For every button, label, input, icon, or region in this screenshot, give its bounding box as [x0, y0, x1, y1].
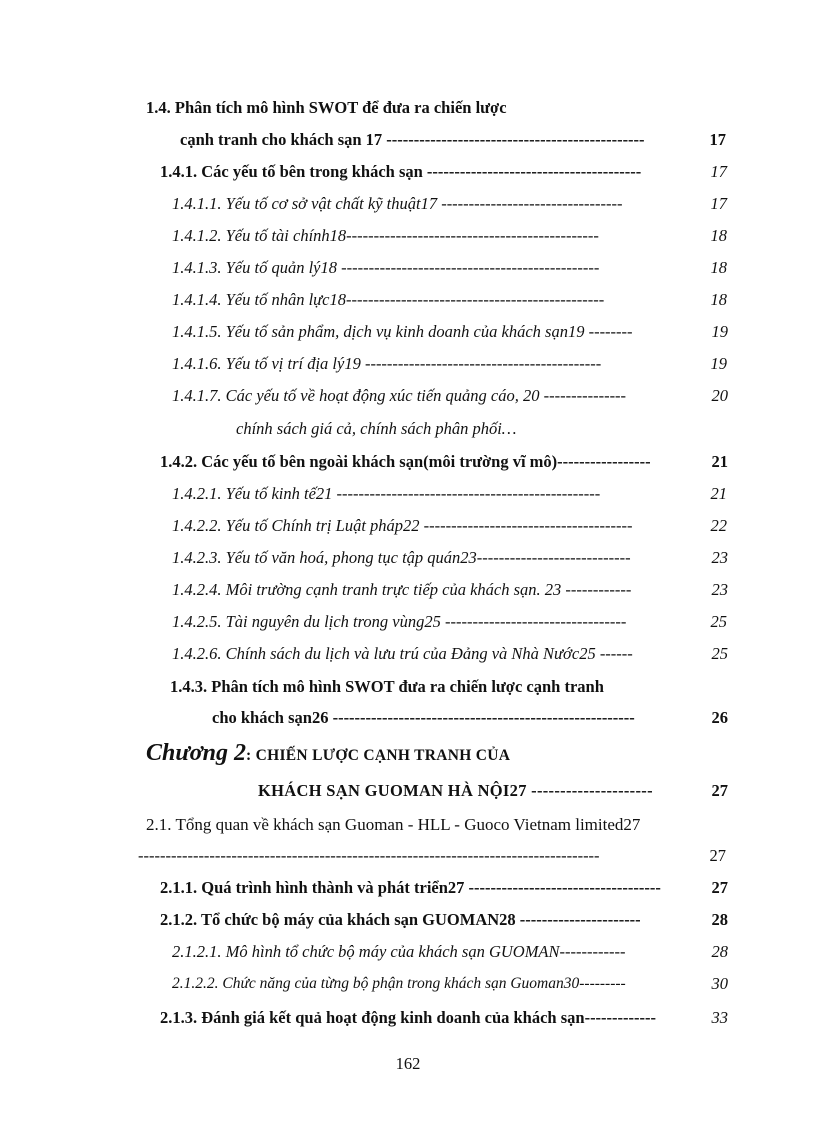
toc-entry-1-4-3-cont: cho khách sạn26 -------------------------------------------------------: [212, 708, 635, 727]
toc-entry: 1.4.1.6. Yếu tố vị trí địa lý19 -------------------------------------------: [172, 354, 602, 373]
toc-page: 22: [710, 516, 727, 535]
chapter-label: Chương 2: [146, 740, 246, 766]
toc-entry: 1.4.1.3. Yếu tố quản lý18 -----------------------------------------------: [172, 258, 600, 277]
toc-entry: 1.4.1.7. Các yếu tố về hoạt động xúc tiến quảng cáo, 20 ---------------: [172, 386, 627, 405]
toc-entry-1-4-3: 1.4.3. Phân tích mô hình SWOT đưa ra chiến lược cạnh tranh: [170, 677, 604, 696]
toc-page: 25: [710, 612, 727, 631]
toc-page: 30: [711, 974, 728, 993]
toc-page: 18: [710, 258, 727, 277]
toc-entry-cont: chính sách giá cả, chính sách phân phối…: [236, 419, 517, 438]
toc-entry: 1.4.1.2. Yếu tố tài chính18----------------------------------------------: [172, 226, 599, 245]
toc-entry: 1.4.1.4. Yếu tố nhân lực18-----------------------------------------------: [172, 290, 605, 309]
toc-entry: 1.4.1.5. Yếu tố sản phẩm, dịch vụ kinh doanh của khách sạn19 --------: [172, 322, 633, 341]
page-number: 162: [395, 1054, 421, 1073]
toc-page: 18: [710, 226, 727, 245]
toc-page: 27: [711, 878, 728, 897]
toc-page: 17: [709, 130, 726, 149]
toc-page: 27: [709, 846, 726, 865]
toc-entry-2-1-2: 2.1.2. Tổ chức bộ máy của khách sạn GUOMAN28 ----------------------: [160, 910, 641, 929]
toc-entry: 1.4.2.5. Tài nguyên du lịch trong vùng25 ---------------------------------: [172, 612, 627, 631]
toc-entry: 1.4.2.6. Chính sách du lịch và lưu trú của Đảng và Nhà Nước25 ------: [172, 644, 633, 663]
toc-page: 19: [711, 322, 728, 341]
chapter-title-cont: KHÁCH SẠN GUOMAN HÀ NỘI27 ---------------------: [258, 781, 653, 800]
toc-page: 23: [711, 548, 728, 567]
toc-entry: 2.1.2.1. Mô hình tổ chức bộ máy của khách sạn GUOMAN------------: [172, 942, 626, 961]
toc-entry-2-1-1: 2.1.1. Quá trình hình thành và phát triển27 -----------------------------------: [160, 878, 661, 897]
toc-page: 27: [711, 781, 728, 800]
toc-page: 17: [710, 162, 727, 181]
toc-entry-1-4-cont: cạnh tranh cho khách sạn 17 -----------------------------------------------: [180, 130, 645, 149]
toc-entry: 1.4.2.4. Môi trường cạnh tranh trực tiếp của khách sạn. 23 ------------: [172, 580, 632, 599]
toc-page: 19: [710, 354, 727, 373]
toc-entry-1-4-1: 1.4.1. Các yếu tố bên trong khách sạn ---------------------------------------: [160, 162, 642, 181]
toc-entry-2-1-3: 2.1.3. Đánh giá kết quả hoạt động kinh doanh của khách sạn-------------: [160, 1008, 656, 1027]
toc-page: 33: [711, 1008, 728, 1027]
toc-entry: 1.4.2.2. Yếu tố Chính trị Luật pháp22 --------------------------------------: [172, 516, 633, 535]
toc-entry: 1.4.2.3. Yếu tố văn hoá, phong tục tập quán23----------------------------: [172, 548, 631, 567]
toc-page: 28: [711, 942, 728, 961]
toc-entry: 1.4.1.1. Yếu tố cơ sở vật chất kỹ thuật17 ---------------------------------: [172, 194, 623, 213]
toc-entry-1-4: 1.4. Phân tích mô hình SWOT để đưa ra chiến lược: [146, 98, 507, 117]
toc-entry-2-1: 2.1. Tổng quan về khách sạn Guoman - HLL - Guoco Vietnam limited27: [146, 815, 641, 834]
toc-page: 20: [711, 386, 728, 405]
toc-entry-1-4-2: 1.4.2. Các yếu tố bên ngoài khách sạn(môi trường vĩ mô)-----------------: [160, 452, 651, 471]
chapter-heading: [146, 738, 510, 771]
toc-entry-2-1-cont: ------------------------------------------------------------------------------------: [138, 846, 600, 865]
toc-entry: 2.1.2.2. Chức năng của từng bộ phận trong khách sạn Guoman30---------: [172, 975, 626, 992]
toc-page: 26: [700, 707, 728, 729]
toc-page: 17: [710, 194, 727, 213]
toc-entry: 1.4.2.1. Yếu tố kinh tế21 ------------------------------------------------: [172, 484, 601, 503]
toc-page: 21: [711, 452, 728, 471]
toc-page: 18: [710, 290, 727, 309]
toc-page: 25: [711, 644, 728, 663]
toc-page: 23: [711, 580, 728, 599]
toc-page: 28: [711, 910, 728, 929]
chapter-title: : CHIẾN LƯỢC CẠNH TRANH CỦA: [245, 747, 511, 764]
toc-page: 21: [710, 484, 727, 503]
